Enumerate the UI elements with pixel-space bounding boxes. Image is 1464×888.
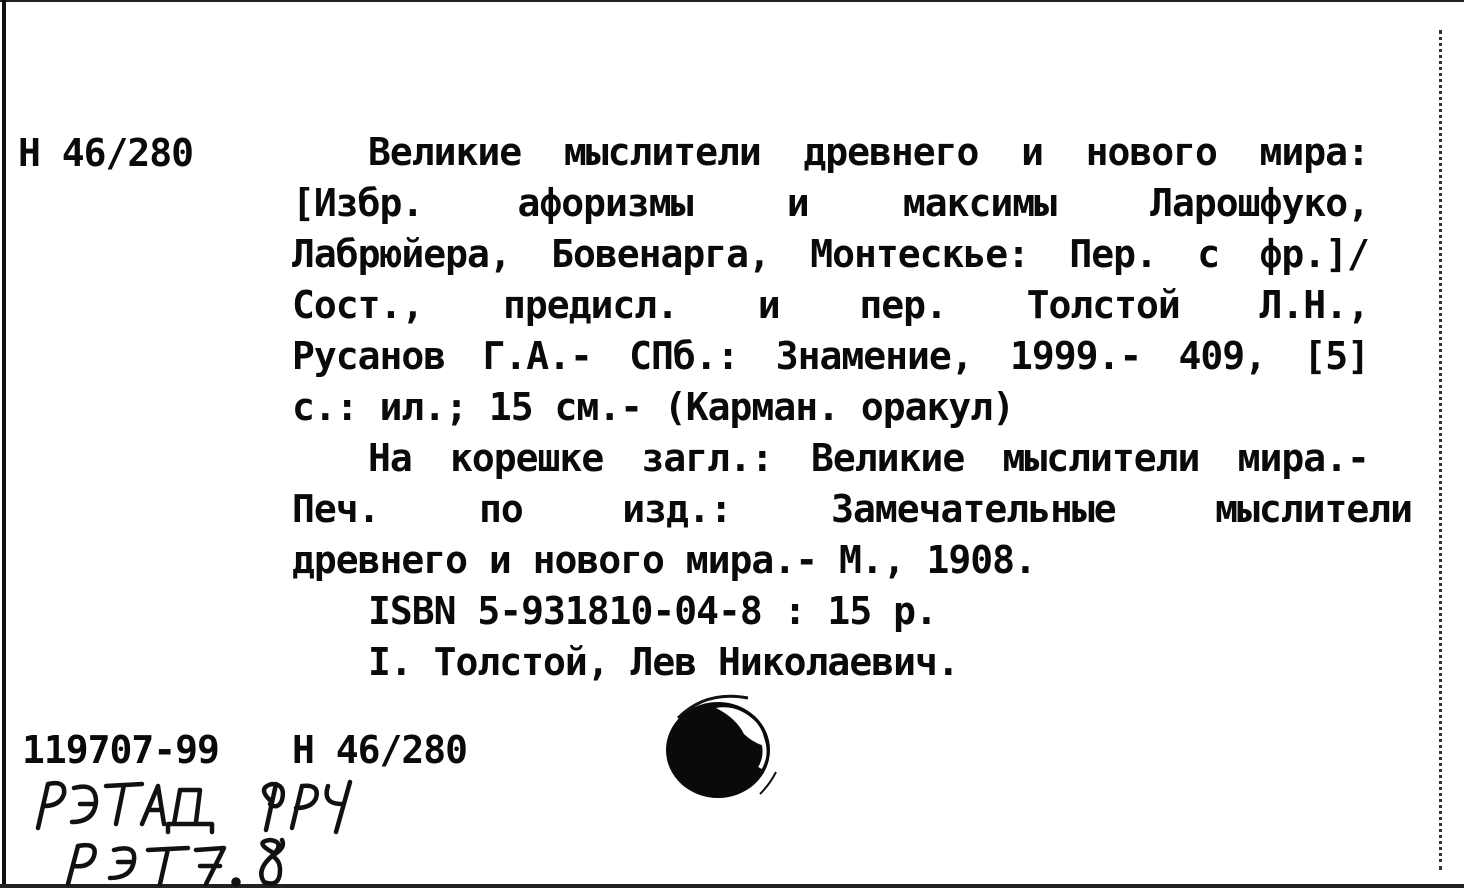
word: На — [368, 436, 412, 480]
word: Печ. — [292, 487, 380, 531]
word: предисл. — [503, 283, 679, 327]
added-entry: I. Толстой, Лев Николаевич. — [368, 640, 959, 684]
word: корешке — [450, 436, 604, 480]
word: мыслители — [563, 130, 761, 174]
word: Знамение, — [775, 334, 973, 378]
inventory-number: 119707-99 — [22, 728, 219, 772]
word: Г.А.- — [482, 334, 592, 378]
word: Пер. — [1069, 232, 1157, 276]
word: мыслители — [1215, 487, 1412, 531]
card-right-edge — [1439, 30, 1442, 870]
word: 409, — [1178, 334, 1267, 378]
word: Русанов — [292, 334, 446, 378]
word: Лабрюйера, — [292, 232, 511, 276]
note-line — [292, 484, 1412, 534]
word: афоризмы — [517, 181, 693, 225]
word: и — [757, 283, 780, 327]
word: мыслители — [1002, 436, 1200, 480]
word: Л.Н., — [1259, 283, 1369, 327]
description-line: с.: ил.; 15 см.- (Карман. оракул) — [292, 385, 1014, 429]
word: [Избр. — [292, 181, 424, 225]
word: загл.: — [641, 436, 773, 480]
handwritten-notes — [24, 770, 444, 888]
word: СПб.: — [629, 334, 739, 378]
call-number: Н 46/280 — [18, 131, 194, 175]
inventory-call-number: Н 46/280 — [292, 728, 468, 772]
word: Толстой — [1026, 283, 1180, 327]
word: древнего — [803, 130, 979, 174]
word: нового — [1085, 130, 1217, 174]
word: максимы — [902, 181, 1056, 225]
word: мира: — [1259, 130, 1369, 174]
description-line — [292, 178, 1369, 228]
word: Монтескье: — [810, 232, 1030, 276]
word: Великие — [811, 436, 965, 480]
word: изд.: — [622, 487, 732, 531]
word: 1999.- — [1009, 334, 1142, 378]
isbn-line: ISBN 5-931810-04-8 : 15 р. — [368, 589, 937, 633]
card-left-edge — [2, 0, 6, 888]
word: Замечательные — [831, 487, 1116, 531]
word: по — [479, 487, 523, 531]
description-line — [292, 229, 1369, 279]
punch-hole — [660, 688, 784, 804]
word: пер. — [859, 283, 947, 327]
word: фр.]/ — [1259, 232, 1369, 276]
word: [5] — [1303, 334, 1369, 378]
word: и — [786, 181, 809, 225]
description-line — [292, 280, 1369, 330]
word: Сост., — [292, 283, 424, 327]
word: мира.- — [1237, 436, 1369, 480]
note-line — [368, 433, 1369, 483]
word: Бовенарга, — [551, 232, 770, 276]
description-line — [292, 331, 1369, 381]
word: и — [1021, 130, 1043, 174]
card-top-edge — [0, 0, 1464, 2]
note-line: древнего и нового мира.- М., 1908. — [292, 538, 1036, 582]
word: Ларошфуко, — [1150, 181, 1369, 225]
word: с — [1197, 232, 1220, 276]
word: Великие — [368, 130, 522, 174]
description-line — [368, 127, 1369, 177]
